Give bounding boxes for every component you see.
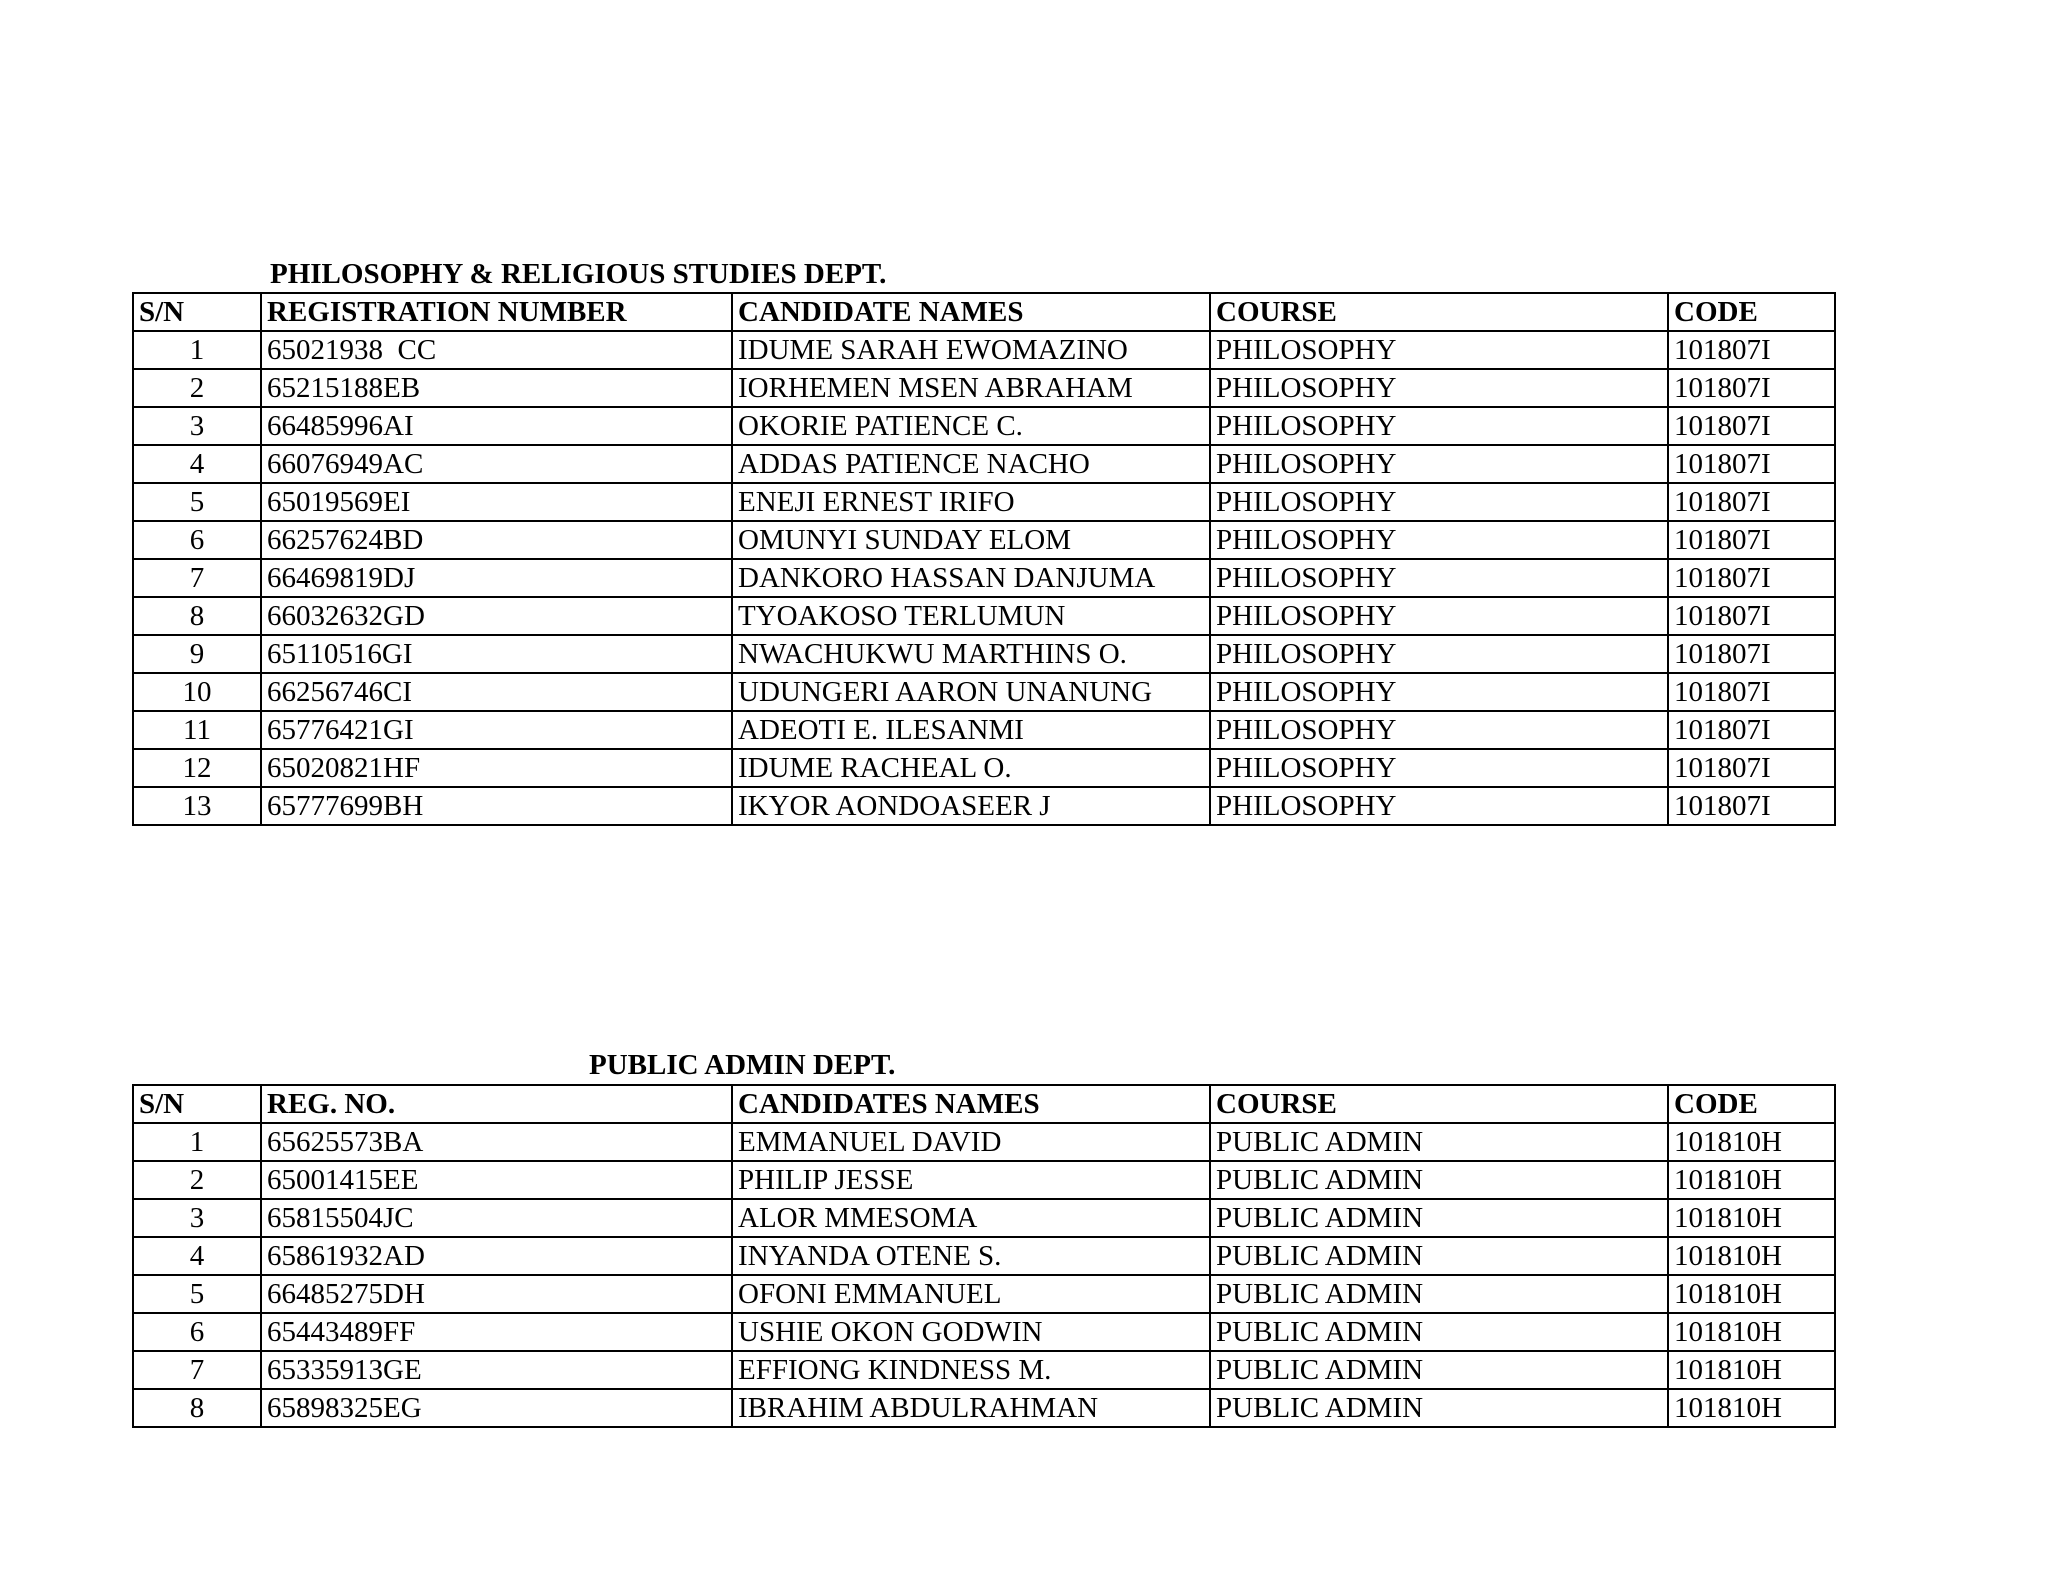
cell-course: PUBLIC ADMIN	[1210, 1123, 1668, 1161]
table-row	[133, 1123, 1835, 1161]
cell-candidate-name: USHIE OKON GODWIN	[732, 1313, 1210, 1351]
cell-sn: 3	[133, 1199, 261, 1237]
header-course: COURSE	[1210, 1085, 1668, 1123]
cell-course: PUBLIC ADMIN	[1210, 1161, 1668, 1199]
table-row	[133, 1351, 1835, 1389]
cell-course: PUBLIC ADMIN	[1210, 1199, 1668, 1237]
cell-course: PUBLIC ADMIN	[1210, 1389, 1668, 1427]
cell-sn: 4	[133, 1237, 261, 1275]
cell-code: 101810H	[1668, 1199, 1835, 1237]
cell-course: PUBLIC ADMIN	[1210, 1237, 1668, 1275]
cell-candidate-name: IBRAHIM ABDULRAHMAN	[732, 1389, 1210, 1427]
cell-candidate-name: IORHEMEN MSEN ABRAHAM	[732, 369, 1210, 407]
cell-candidate-name: OFONI EMMANUEL	[732, 1275, 1210, 1313]
table-row	[133, 483, 1835, 521]
cell-sn: 11	[133, 711, 261, 749]
table-row	[133, 407, 1835, 445]
cell-sn: 7	[133, 559, 261, 597]
cell-code: 101807I	[1668, 331, 1835, 369]
cell-sn: 12	[133, 749, 261, 787]
cell-candidate-name: NWACHUKWU MARTHINS O.	[732, 635, 1210, 673]
cell-registration-number: 65861932AD	[261, 1237, 732, 1275]
cell-code: 101807I	[1668, 521, 1835, 559]
cell-candidate-name: PHILIP JESSE	[732, 1161, 1210, 1199]
header-code: CODE	[1668, 1085, 1835, 1123]
cell-course: PHILOSOPHY	[1210, 787, 1668, 825]
cell-code: 101807I	[1668, 597, 1835, 635]
cell-code: 101807I	[1668, 407, 1835, 445]
section-title-public-admin: PUBLIC ADMIN DEPT.	[589, 1049, 896, 1081]
cell-course: PHILOSOPHY	[1210, 559, 1668, 597]
cell-sn: 13	[133, 787, 261, 825]
table-row	[133, 445, 1835, 483]
cell-code: 101810H	[1668, 1237, 1835, 1275]
cell-registration-number: 65215188EB	[261, 369, 732, 407]
header-sn: S/N	[133, 293, 261, 331]
cell-sn: 6	[133, 1313, 261, 1351]
cell-registration-number: 65898325EG	[261, 1389, 732, 1427]
header-sn: S/N	[133, 1085, 261, 1123]
header-code: CODE	[1668, 293, 1835, 331]
cell-sn: 8	[133, 597, 261, 635]
cell-sn: 1	[133, 1123, 261, 1161]
cell-course: PHILOSOPHY	[1210, 635, 1668, 673]
cell-candidate-name: IKYOR AONDOASEER J	[732, 787, 1210, 825]
table-row	[133, 1389, 1835, 1427]
cell-sn: 2	[133, 1161, 261, 1199]
header-reg-no: REG. NO.	[261, 1085, 732, 1123]
cell-registration-number: 66257624BD	[261, 521, 732, 559]
table-header-row	[133, 293, 1835, 331]
cell-sn: 4	[133, 445, 261, 483]
cell-candidate-name: ALOR MMESOMA	[732, 1199, 1210, 1237]
cell-code: 101810H	[1668, 1123, 1835, 1161]
cell-code: 101807I	[1668, 787, 1835, 825]
cell-candidate-name: OKORIE PATIENCE C.	[732, 407, 1210, 445]
cell-code: 101807I	[1668, 483, 1835, 521]
cell-code: 101810H	[1668, 1161, 1835, 1199]
cell-candidate-name: DANKORO HASSAN DANJUMA	[732, 559, 1210, 597]
cell-registration-number: 65001415EE	[261, 1161, 732, 1199]
cell-course: PHILOSOPHY	[1210, 407, 1668, 445]
cell-registration-number: 66256746CI	[261, 673, 732, 711]
cell-course: PHILOSOPHY	[1210, 521, 1668, 559]
header-registration-number: REGISTRATION NUMBER	[261, 293, 732, 331]
cell-code: 101807I	[1668, 749, 1835, 787]
table-row	[133, 1275, 1835, 1313]
table-row	[133, 369, 1835, 407]
cell-code: 101810H	[1668, 1389, 1835, 1427]
cell-registration-number: 65110516GI	[261, 635, 732, 673]
section-title-philosophy: PHILOSOPHY & RELIGIOUS STUDIES DEPT.	[270, 258, 887, 290]
table-row	[133, 1199, 1835, 1237]
cell-candidate-name: OMUNYI SUNDAY ELOM	[732, 521, 1210, 559]
cell-registration-number: 65776421GI	[261, 711, 732, 749]
cell-candidate-name: ADDAS PATIENCE NACHO	[732, 445, 1210, 483]
cell-course: PHILOSOPHY	[1210, 331, 1668, 369]
cell-sn: 3	[133, 407, 261, 445]
table-row	[133, 711, 1835, 749]
cell-candidate-name: UDUNGERI AARON UNANUNG	[732, 673, 1210, 711]
header-candidate-names: CANDIDATE NAMES	[732, 293, 1210, 331]
cell-course: PHILOSOPHY	[1210, 711, 1668, 749]
cell-registration-number: 66032632GD	[261, 597, 732, 635]
cell-course: PUBLIC ADMIN	[1210, 1313, 1668, 1351]
table-row	[133, 749, 1835, 787]
cell-candidate-name: ADEOTI E. ILESANMI	[732, 711, 1210, 749]
table-row	[133, 1313, 1835, 1351]
cell-sn: 7	[133, 1351, 261, 1389]
cell-registration-number: 66485275DH	[261, 1275, 732, 1313]
cell-course: PUBLIC ADMIN	[1210, 1351, 1668, 1389]
cell-code: 101810H	[1668, 1275, 1835, 1313]
table-row	[133, 673, 1835, 711]
header-course: COURSE	[1210, 293, 1668, 331]
cell-candidate-name: IDUME SARAH EWOMAZINO	[732, 331, 1210, 369]
cell-registration-number: 65021938 CC	[261, 331, 732, 369]
table-header-row	[133, 1085, 1835, 1123]
cell-sn: 5	[133, 1275, 261, 1313]
table-row	[133, 1237, 1835, 1275]
cell-code: 101810H	[1668, 1313, 1835, 1351]
cell-course: PHILOSOPHY	[1210, 369, 1668, 407]
cell-registration-number: 66485996AI	[261, 407, 732, 445]
cell-registration-number: 66076949AC	[261, 445, 732, 483]
cell-sn: 10	[133, 673, 261, 711]
table-row	[133, 597, 1835, 635]
cell-registration-number: 65625573BA	[261, 1123, 732, 1161]
table-row	[133, 521, 1835, 559]
cell-course: PHILOSOPHY	[1210, 597, 1668, 635]
cell-registration-number: 65815504JC	[261, 1199, 732, 1237]
cell-course: PHILOSOPHY	[1210, 445, 1668, 483]
cell-code: 101807I	[1668, 445, 1835, 483]
cell-sn: 6	[133, 521, 261, 559]
cell-candidate-name: ENEJI ERNEST IRIFO	[732, 483, 1210, 521]
cell-sn: 8	[133, 1389, 261, 1427]
cell-registration-number: 65777699BH	[261, 787, 732, 825]
candidate-table-public-admin	[132, 1084, 1836, 1428]
cell-registration-number: 65335913GE	[261, 1351, 732, 1389]
cell-registration-number: 65443489FF	[261, 1313, 732, 1351]
table-row	[133, 559, 1835, 597]
cell-sn: 1	[133, 331, 261, 369]
header-candidates-names: CANDIDATES NAMES	[732, 1085, 1210, 1123]
cell-course: PHILOSOPHY	[1210, 749, 1668, 787]
table-row	[133, 787, 1835, 825]
table-row	[133, 331, 1835, 369]
cell-registration-number: 65020821HF	[261, 749, 732, 787]
cell-registration-number: 65019569EI	[261, 483, 732, 521]
cell-sn: 2	[133, 369, 261, 407]
cell-candidate-name: TYOAKOSO TERLUMUN	[732, 597, 1210, 635]
cell-sn: 9	[133, 635, 261, 673]
cell-registration-number: 66469819DJ	[261, 559, 732, 597]
table-row	[133, 635, 1835, 673]
cell-candidate-name: EMMANUEL DAVID	[732, 1123, 1210, 1161]
cell-code: 101810H	[1668, 1351, 1835, 1389]
cell-code: 101807I	[1668, 559, 1835, 597]
cell-candidate-name: INYANDA OTENE S.	[732, 1237, 1210, 1275]
candidate-table-philosophy	[132, 292, 1836, 826]
cell-course: PHILOSOPHY	[1210, 673, 1668, 711]
cell-code: 101807I	[1668, 711, 1835, 749]
cell-candidate-name: IDUME RACHEAL O.	[732, 749, 1210, 787]
cell-code: 101807I	[1668, 369, 1835, 407]
cell-course: PHILOSOPHY	[1210, 483, 1668, 521]
table-row	[133, 1161, 1835, 1199]
cell-candidate-name: EFFIONG KINDNESS M.	[732, 1351, 1210, 1389]
cell-sn: 5	[133, 483, 261, 521]
cell-course: PUBLIC ADMIN	[1210, 1275, 1668, 1313]
cell-code: 101807I	[1668, 673, 1835, 711]
cell-code: 101807I	[1668, 635, 1835, 673]
